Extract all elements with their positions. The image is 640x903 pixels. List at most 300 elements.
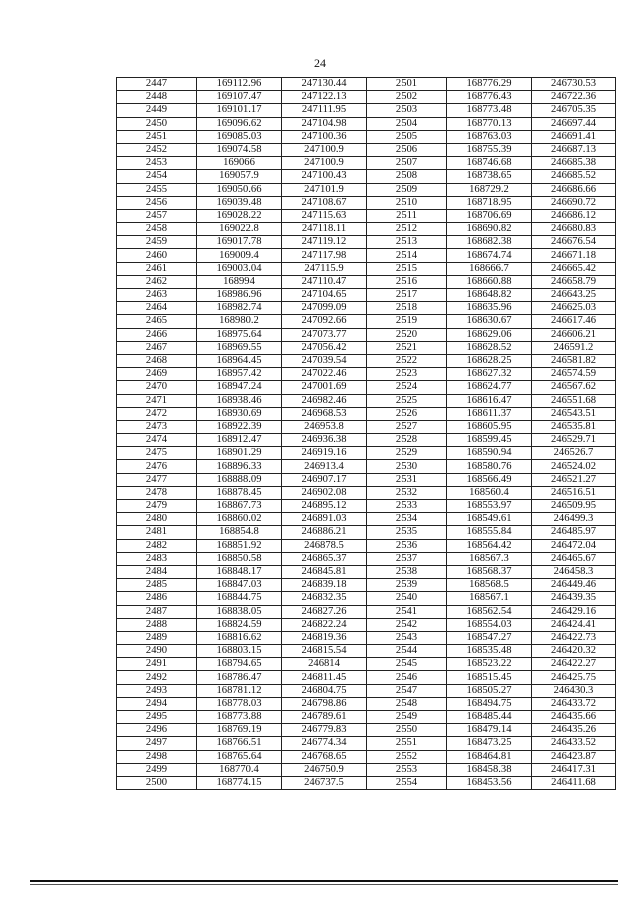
table-cell: 168718.95 xyxy=(447,196,532,209)
table-cell: 168568.37 xyxy=(447,565,532,578)
table-cell: 246814 xyxy=(282,658,367,671)
table-cell: 168458.38 xyxy=(447,763,532,776)
table-cell: 246665.42 xyxy=(532,262,616,275)
table-cell: 2528 xyxy=(367,434,447,447)
table-cell: 2452 xyxy=(117,143,197,156)
table-cell: 2507 xyxy=(367,157,447,170)
table-cell: 246472.04 xyxy=(532,539,616,552)
table-cell: 168975.64 xyxy=(197,328,282,341)
table-row xyxy=(117,91,616,104)
table-cell: 2553 xyxy=(367,763,447,776)
table-cell: 246425.75 xyxy=(532,671,616,684)
table-cell: 247073.77 xyxy=(282,328,367,341)
table-cell: 2519 xyxy=(367,315,447,328)
table-cell: 168515.45 xyxy=(447,671,532,684)
table-cell: 2504 xyxy=(367,117,447,130)
table-row xyxy=(117,420,616,433)
table-cell: 247039.54 xyxy=(282,354,367,367)
table-cell: 246417.31 xyxy=(532,763,616,776)
table-row xyxy=(117,209,616,222)
table-cell: 2449 xyxy=(117,104,197,117)
table-cell: 247101.9 xyxy=(282,183,367,196)
table-cell: 2505 xyxy=(367,130,447,143)
table-cell: 2502 xyxy=(367,91,447,104)
table-cell: 2511 xyxy=(367,209,447,222)
table-cell: 168674.74 xyxy=(447,249,532,262)
table-cell: 247001.69 xyxy=(282,381,367,394)
table-cell: 246435.66 xyxy=(532,711,616,724)
table-cell: 2475 xyxy=(117,447,197,460)
table-cell: 169066 xyxy=(197,157,282,170)
table-cell: 168816.62 xyxy=(197,631,282,644)
table-cell: 247104.98 xyxy=(282,117,367,130)
table-cell: 168630.67 xyxy=(447,315,532,328)
table-cell: 2524 xyxy=(367,381,447,394)
table-cell: 2501 xyxy=(367,78,447,91)
table-cell: 168590.94 xyxy=(447,447,532,460)
table-cell: 246789.61 xyxy=(282,711,367,724)
table-cell: 247100.9 xyxy=(282,157,367,170)
table-cell: 2506 xyxy=(367,143,447,156)
table-cell: 246643.25 xyxy=(532,289,616,302)
table-row xyxy=(117,407,616,420)
table-cell: 168648.82 xyxy=(447,289,532,302)
table-row xyxy=(117,671,616,684)
table-cell: 168562.54 xyxy=(447,605,532,618)
table-cell: 246907.17 xyxy=(282,473,367,486)
table-cell: 2464 xyxy=(117,302,197,315)
table-cell: 2469 xyxy=(117,368,197,381)
table-cell: 246424.41 xyxy=(532,618,616,631)
table-cell: 247100.9 xyxy=(282,143,367,156)
table-cell: 2485 xyxy=(117,579,197,592)
table-row xyxy=(117,302,616,315)
table-cell: 2473 xyxy=(117,420,197,433)
table-cell: 168901.29 xyxy=(197,447,282,460)
table-cell: 168947.24 xyxy=(197,381,282,394)
table-row xyxy=(117,143,616,156)
table-cell: 168494.75 xyxy=(447,697,532,710)
table-cell: 246423.87 xyxy=(532,750,616,763)
table-cell: 247111.95 xyxy=(282,104,367,117)
table-cell: 247108.67 xyxy=(282,196,367,209)
table-cell: 168729.2 xyxy=(447,183,532,196)
table-cell: 168746.68 xyxy=(447,157,532,170)
table-row xyxy=(117,196,616,209)
table-cell: 168848.17 xyxy=(197,565,282,578)
table-cell: 169074.58 xyxy=(197,143,282,156)
table-cell: 246982.46 xyxy=(282,394,367,407)
table-cell: 246737.5 xyxy=(282,776,367,789)
table-cell: 246435.26 xyxy=(532,724,616,737)
table-cell: 246658.79 xyxy=(532,275,616,288)
table-cell: 246617.46 xyxy=(532,315,616,328)
table-cell: 168896.33 xyxy=(197,460,282,473)
table-cell: 2482 xyxy=(117,539,197,552)
table-cell: 168624.77 xyxy=(447,381,532,394)
table-cell: 168986.96 xyxy=(197,289,282,302)
table-cell: 168769.19 xyxy=(197,724,282,737)
table-cell: 168616.47 xyxy=(447,394,532,407)
table-cell: 246529.71 xyxy=(532,434,616,447)
table-cell: 247104.65 xyxy=(282,289,367,302)
table-cell: 2550 xyxy=(367,724,447,737)
table-cell: 247100.43 xyxy=(282,170,367,183)
table-cell: 2466 xyxy=(117,328,197,341)
table-cell: 168847.03 xyxy=(197,579,282,592)
table-cell: 2474 xyxy=(117,434,197,447)
table-cell: 168867.73 xyxy=(197,500,282,513)
table-cell: 246458.3 xyxy=(532,565,616,578)
table-cell: 168682.38 xyxy=(447,236,532,249)
table-cell: 246420.32 xyxy=(532,645,616,658)
table-cell: 246671.18 xyxy=(532,249,616,262)
table-cell: 2493 xyxy=(117,684,197,697)
table-cell: 246687.13 xyxy=(532,143,616,156)
table-cell: 168773.48 xyxy=(447,104,532,117)
table-cell: 246750.9 xyxy=(282,763,367,776)
table-row xyxy=(117,565,616,578)
table-cell: 168627.32 xyxy=(447,368,532,381)
table-row xyxy=(117,552,616,565)
table-cell: 246543.51 xyxy=(532,407,616,420)
table-cell: 168844.75 xyxy=(197,592,282,605)
table-cell: 2529 xyxy=(367,447,447,460)
table-cell: 2487 xyxy=(117,605,197,618)
table-cell: 246902.08 xyxy=(282,486,367,499)
table-cell: 168554.03 xyxy=(447,618,532,631)
table-cell: 246680.83 xyxy=(532,223,616,236)
table-cell: 2488 xyxy=(117,618,197,631)
table-cell: 2522 xyxy=(367,354,447,367)
table-row xyxy=(117,645,616,658)
table-cell: 246730.53 xyxy=(532,78,616,91)
table-cell: 168994 xyxy=(197,275,282,288)
table-cell: 2492 xyxy=(117,671,197,684)
table-row xyxy=(117,513,616,526)
table-cell: 2541 xyxy=(367,605,447,618)
table-cell: 168850.58 xyxy=(197,552,282,565)
table-row xyxy=(117,460,616,473)
table-cell: 247110.47 xyxy=(282,275,367,288)
table-cell: 2509 xyxy=(367,183,447,196)
table-cell: 168770.4 xyxy=(197,763,282,776)
table-cell: 246697.44 xyxy=(532,117,616,130)
table-cell: 246913.4 xyxy=(282,460,367,473)
table-cell: 246685.38 xyxy=(532,157,616,170)
table-cell: 168794.65 xyxy=(197,658,282,671)
table-cell: 168666.7 xyxy=(447,262,532,275)
table-cell: 246811.45 xyxy=(282,671,367,684)
table-cell: 2479 xyxy=(117,500,197,513)
table-cell: 168938.46 xyxy=(197,394,282,407)
table-cell: 246865.37 xyxy=(282,552,367,565)
table-cell: 2518 xyxy=(367,302,447,315)
table-cell: 168774.15 xyxy=(197,776,282,789)
table-cell: 2454 xyxy=(117,170,197,183)
table-row xyxy=(117,618,616,631)
table-cell: 2457 xyxy=(117,209,197,222)
table-cell: 2484 xyxy=(117,565,197,578)
table-cell: 168964.45 xyxy=(197,354,282,367)
table-row xyxy=(117,605,616,618)
table-cell: 246827.26 xyxy=(282,605,367,618)
table-row xyxy=(117,275,616,288)
table-cell: 168660.88 xyxy=(447,275,532,288)
table-cell: 168888.09 xyxy=(197,473,282,486)
table-cell: 169112.96 xyxy=(197,78,282,91)
table-cell: 2534 xyxy=(367,513,447,526)
table-cell: 2455 xyxy=(117,183,197,196)
table-cell: 168773.88 xyxy=(197,711,282,724)
table-cell: 168860.02 xyxy=(197,513,282,526)
table-cell: 246722.36 xyxy=(532,91,616,104)
table-cell: 246804.75 xyxy=(282,684,367,697)
table-cell: 168560.4 xyxy=(447,486,532,499)
table-cell: 2470 xyxy=(117,381,197,394)
table-cell: 2478 xyxy=(117,486,197,499)
table-row xyxy=(117,500,616,513)
table-cell: 247099.09 xyxy=(282,302,367,315)
table-cell: 2491 xyxy=(117,658,197,671)
table-cell: 246815.54 xyxy=(282,645,367,658)
table-row xyxy=(117,157,616,170)
table-cell: 2539 xyxy=(367,579,447,592)
table-cell: 2450 xyxy=(117,117,197,130)
table-cell: 246819.36 xyxy=(282,631,367,644)
table-cell: 246686.12 xyxy=(532,209,616,222)
table-cell: 247118.11 xyxy=(282,223,367,236)
table-cell: 168755.39 xyxy=(447,143,532,156)
table-cell: 246439.35 xyxy=(532,592,616,605)
table-cell: 246465.67 xyxy=(532,552,616,565)
table-cell: 246953.8 xyxy=(282,420,367,433)
table-cell: 2523 xyxy=(367,368,447,381)
table-cell: 168535.48 xyxy=(447,645,532,658)
table-cell: 168912.47 xyxy=(197,434,282,447)
table-cell: 168776.43 xyxy=(447,91,532,104)
table-cell: 168605.95 xyxy=(447,420,532,433)
table-cell: 246433.52 xyxy=(532,737,616,750)
table-cell: 2495 xyxy=(117,711,197,724)
table-cell: 246429.16 xyxy=(532,605,616,618)
coordinates-table-body xyxy=(117,78,616,790)
table-cell: 2543 xyxy=(367,631,447,644)
table-cell: 2532 xyxy=(367,486,447,499)
table-cell: 168770.13 xyxy=(447,117,532,130)
table-cell: 2483 xyxy=(117,552,197,565)
table-cell: 168599.45 xyxy=(447,434,532,447)
table-cell: 168969.55 xyxy=(197,341,282,354)
table-cell: 168629.06 xyxy=(447,328,532,341)
table-cell: 246535.81 xyxy=(532,420,616,433)
table-cell: 168763.03 xyxy=(447,130,532,143)
table-cell: 168738.65 xyxy=(447,170,532,183)
table-row xyxy=(117,104,616,117)
table-cell: 246845.81 xyxy=(282,565,367,578)
table-row xyxy=(117,447,616,460)
table-cell: 246526.7 xyxy=(532,447,616,460)
table-cell: 2494 xyxy=(117,697,197,710)
table-cell: 2490 xyxy=(117,645,197,658)
table-cell: 168765.64 xyxy=(197,750,282,763)
table-cell: 247130.44 xyxy=(282,78,367,91)
table-cell: 247022.46 xyxy=(282,368,367,381)
table-cell: 168523.22 xyxy=(447,658,532,671)
table-cell: 2480 xyxy=(117,513,197,526)
table-cell: 2510 xyxy=(367,196,447,209)
table-cell: 247100.36 xyxy=(282,130,367,143)
table-cell: 168553.97 xyxy=(447,500,532,513)
table-row xyxy=(117,526,616,539)
table-cell: 2521 xyxy=(367,341,447,354)
table-row xyxy=(117,658,616,671)
table-cell: 246691.41 xyxy=(532,130,616,143)
table-row xyxy=(117,223,616,236)
table-cell: 168473.25 xyxy=(447,737,532,750)
table-cell: 2447 xyxy=(117,78,197,91)
bottom-rule-thin xyxy=(30,884,618,885)
table-cell: 246822.24 xyxy=(282,618,367,631)
table-cell: 168611.37 xyxy=(447,407,532,420)
table-cell: 2471 xyxy=(117,394,197,407)
table-cell: 246581.82 xyxy=(532,354,616,367)
table-cell: 246832.35 xyxy=(282,592,367,605)
table-cell: 246768.65 xyxy=(282,750,367,763)
table-row xyxy=(117,750,616,763)
table-cell: 2520 xyxy=(367,328,447,341)
table-cell: 2503 xyxy=(367,104,447,117)
table-cell: 246891.03 xyxy=(282,513,367,526)
table-cell: 2530 xyxy=(367,460,447,473)
table-cell: 2499 xyxy=(117,763,197,776)
table-row xyxy=(117,697,616,710)
bottom-rule xyxy=(30,880,618,882)
table-cell: 2465 xyxy=(117,315,197,328)
table-row xyxy=(117,539,616,552)
table-cell: 2542 xyxy=(367,618,447,631)
table-cell: 169107.47 xyxy=(197,91,282,104)
table-cell: 168706.69 xyxy=(447,209,532,222)
table-cell: 168580.76 xyxy=(447,460,532,473)
table-cell: 2514 xyxy=(367,249,447,262)
table-cell: 2460 xyxy=(117,249,197,262)
table-cell: 246919.16 xyxy=(282,447,367,460)
table-row xyxy=(117,711,616,724)
table-cell: 2544 xyxy=(367,645,447,658)
table-cell: 2456 xyxy=(117,196,197,209)
table-cell: 246685.52 xyxy=(532,170,616,183)
table-cell: 2486 xyxy=(117,592,197,605)
table-cell: 246686.66 xyxy=(532,183,616,196)
table-cell: 247117.98 xyxy=(282,249,367,262)
table-cell: 168485.44 xyxy=(447,711,532,724)
table-row xyxy=(117,262,616,275)
table-cell: 2508 xyxy=(367,170,447,183)
table-cell: 246968.53 xyxy=(282,407,367,420)
table-cell: 168766.51 xyxy=(197,737,282,750)
table-cell: 2527 xyxy=(367,420,447,433)
table-cell: 168854.8 xyxy=(197,526,282,539)
table-cell: 246705.35 xyxy=(532,104,616,117)
table-cell: 2497 xyxy=(117,737,197,750)
table-cell: 2481 xyxy=(117,526,197,539)
table-row xyxy=(117,631,616,644)
table-cell: 2459 xyxy=(117,236,197,249)
table-cell: 168690.82 xyxy=(447,223,532,236)
table-cell: 2531 xyxy=(367,473,447,486)
table-cell: 246449.46 xyxy=(532,579,616,592)
table-cell: 168479.14 xyxy=(447,724,532,737)
table-cell: 169028.22 xyxy=(197,209,282,222)
table-row xyxy=(117,249,616,262)
table-cell: 246936.38 xyxy=(282,434,367,447)
table-cell: 2498 xyxy=(117,750,197,763)
table-row xyxy=(117,381,616,394)
table-cell: 2468 xyxy=(117,354,197,367)
table-cell: 246551.68 xyxy=(532,394,616,407)
table-cell: 246878.5 xyxy=(282,539,367,552)
table-cell: 2548 xyxy=(367,697,447,710)
table-cell: 246839.18 xyxy=(282,579,367,592)
table-cell: 168786.47 xyxy=(197,671,282,684)
table-row xyxy=(117,354,616,367)
table-cell: 2463 xyxy=(117,289,197,302)
table-cell: 2549 xyxy=(367,711,447,724)
table-cell: 2472 xyxy=(117,407,197,420)
table-cell: 2516 xyxy=(367,275,447,288)
table-cell: 246574.59 xyxy=(532,368,616,381)
table-cell: 168803.15 xyxy=(197,645,282,658)
table-cell: 246524.02 xyxy=(532,460,616,473)
table-cell: 168567.3 xyxy=(447,552,532,565)
table-cell: 168464.81 xyxy=(447,750,532,763)
table-cell: 168982.74 xyxy=(197,302,282,315)
table-cell: 247056.42 xyxy=(282,341,367,354)
table-cell: 246430.3 xyxy=(532,684,616,697)
table-cell: 169057.9 xyxy=(197,170,282,183)
table-cell: 2458 xyxy=(117,223,197,236)
table-cell: 246516.51 xyxy=(532,486,616,499)
table-cell: 168980.2 xyxy=(197,315,282,328)
table-cell: 169003.04 xyxy=(197,262,282,275)
table-cell: 2533 xyxy=(367,500,447,513)
table-cell: 2451 xyxy=(117,130,197,143)
table-cell: 2546 xyxy=(367,671,447,684)
table-cell: 168549.61 xyxy=(447,513,532,526)
table-row xyxy=(117,473,616,486)
table-cell: 168778.03 xyxy=(197,697,282,710)
table-cell: 168878.45 xyxy=(197,486,282,499)
table-row xyxy=(117,592,616,605)
table-cell: 169022.8 xyxy=(197,223,282,236)
table-cell: 246676.54 xyxy=(532,236,616,249)
table-cell: 169050.66 xyxy=(197,183,282,196)
table-row xyxy=(117,328,616,341)
table-row xyxy=(117,341,616,354)
table-cell: 168505.27 xyxy=(447,684,532,697)
table-row xyxy=(117,117,616,130)
table-cell: 169096.62 xyxy=(197,117,282,130)
table-cell: 2552 xyxy=(367,750,447,763)
table-cell: 247115.9 xyxy=(282,262,367,275)
table-cell: 168635.96 xyxy=(447,302,532,315)
table-cell: 168453.56 xyxy=(447,776,532,789)
table-cell: 2551 xyxy=(367,737,447,750)
table-cell: 2476 xyxy=(117,460,197,473)
table-cell: 168566.49 xyxy=(447,473,532,486)
table-row xyxy=(117,78,616,91)
